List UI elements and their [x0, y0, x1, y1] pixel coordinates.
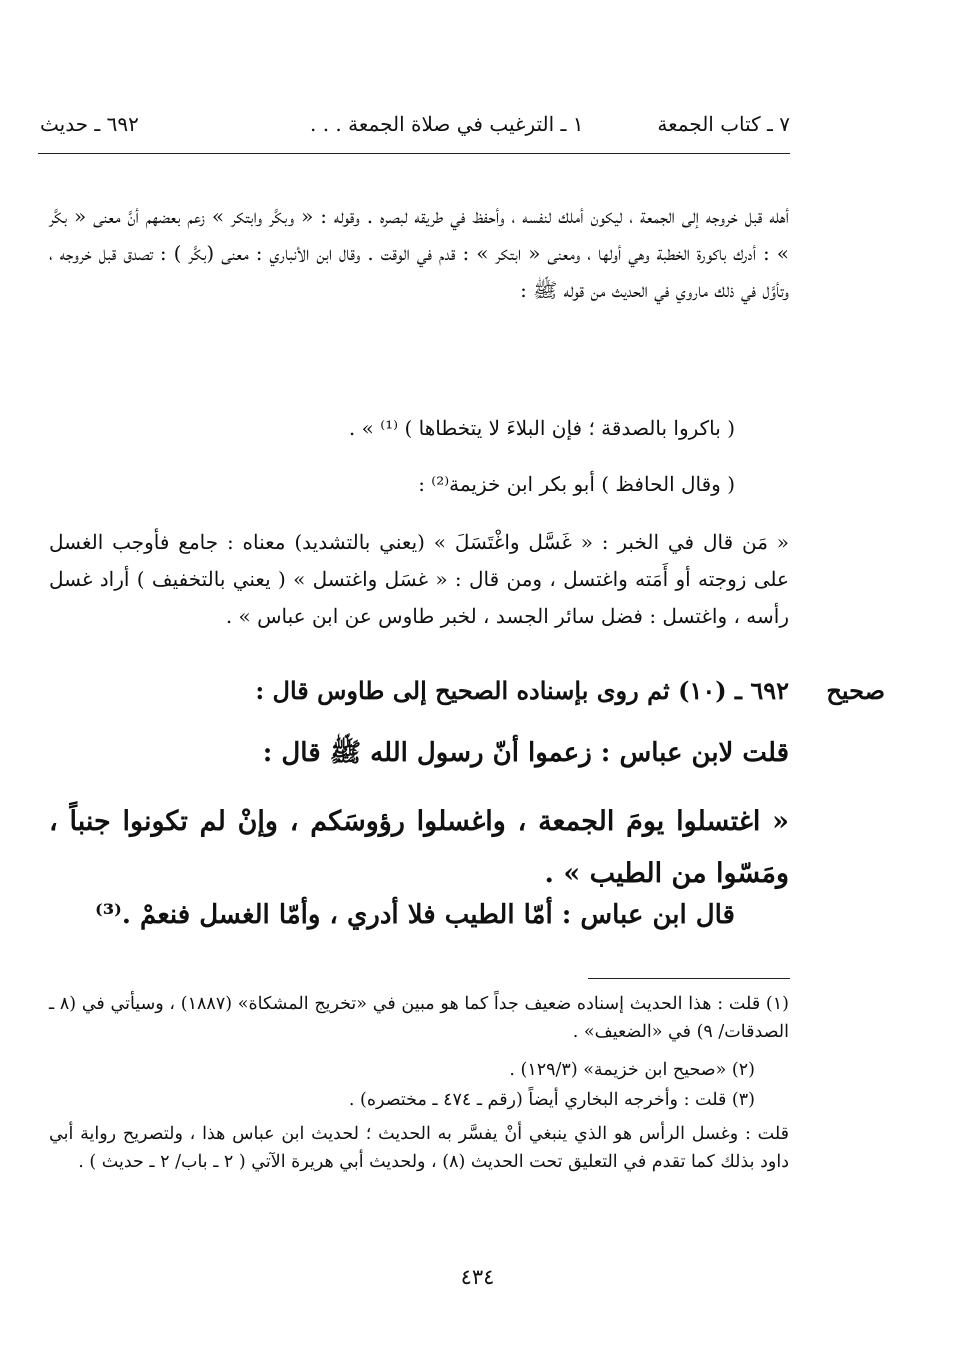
footnote-3-continuation: قلت : وغسل الرأس هو الذي ينبغي أنْ يفسَّر به الحديث ؛ لحديث ابن عباس هذا ، ولتصريح رواية أبي داود بذلك كما تقدم في التعليق تحت الحديث (٨) ، ولحديث أبي هريرة الآتي ( ٢ ـ باب/ ٢ ـ حديث ) .: [49, 1124, 789, 1172]
header-hadith-number: ٦٩٢ ـ حديث: [40, 112, 139, 136]
hadith-chain-line: قلت لابن عباس : زعموا أنّ رسول الله ﷺ قال :: [262, 738, 789, 768]
commentary-paragraph-khabar: « مَن قال في الخبر : « غَسَّل واغْتَسَلَ » (يعني بالتشديد) معناه : جامع فأوجب الغسل على زوجته أو أَمَته واغتسل ، ومن قال : « غسَل واغتسل » ( يعني بالتخفيف ) أراد غسل رأسه ، واغتسل : فضل سائر الجسد ، لخبر طاوس عن ابن عباس » .: [49, 530, 789, 628]
hadith-closing-line: قال ابن عباس : أمّا الطيب فلا أدري ، وأمّا الغسل فنعمْ .⁽³⁾: [95, 900, 735, 930]
footnote-divider: [588, 978, 790, 979]
header-divider: [38, 153, 790, 154]
quoted-hadith: ( باكروا بالصدقة ؛ فإن البلاءَ لا يتخطاها ) ⁽¹⁾ » .: [348, 416, 735, 440]
hadith-number-line: ٦٩٢ ـ (١٠) ثم روى بإسناده الصحيح إلى طاوس قال :: [255, 676, 789, 705]
attribution-line: ( وقال الحافظ ) أبو بكر ابن خزيمة⁽²⁾ :: [418, 472, 735, 496]
running-header: [40, 112, 790, 152]
page-number: ٤٣٤: [460, 1265, 495, 1289]
grade-label: صحيح: [826, 676, 885, 705]
header-book-title: ٧ ـ كتاب الجمعة: [657, 112, 790, 136]
footnote-2: (٢) «صحيح ابن خزيمة» (١٢٩/٣) .: [509, 1060, 755, 1080]
footnote-3: (٣) قلت : وأخرجه البخاري أيضاً (رقم ـ ٤٧٤ ـ مختصره) .: [348, 1090, 755, 1110]
footnote-1: (١) قلت : هذا الحديث إسناده ضعيف جداً كما هو مبين في «تخريج المشكاة» (١٨٨٧) ، وسيأتي في (٨ ـ الصدقات/ ٩) في «الضعيف» .: [49, 994, 789, 1042]
commentary-paragraph: أهله قبل خروجه إلى الجمعة ، ليكون أملك لنفسه ، وأحفظ في طريقه لبصره . وقوله : « وبكَّر وابتكر » زعم بعضهم أنَّ معنى « بكَّر » : أدرك باكورة الخطبة وهي أولها ، ومعنى « ابتكر » : قدم في الوقت . وقال ابن الأنباري : معنى (بكَّر ) : تصدق قبل خروجه ، وتأوَّل في ذلك ماروي في الحديث من قوله ﷺ :: [49, 204, 789, 302]
header-chapter-title: ١ ـ الترغيب في صلاة الجمعة . . .: [310, 112, 584, 136]
hadith-text: « اغتسلوا يومَ الجمعة ، واغسلوا رؤوسَكم ، وإنْ لم تكونوا جنباً ، ومَسّوا من الطيب » .: [49, 806, 789, 889]
